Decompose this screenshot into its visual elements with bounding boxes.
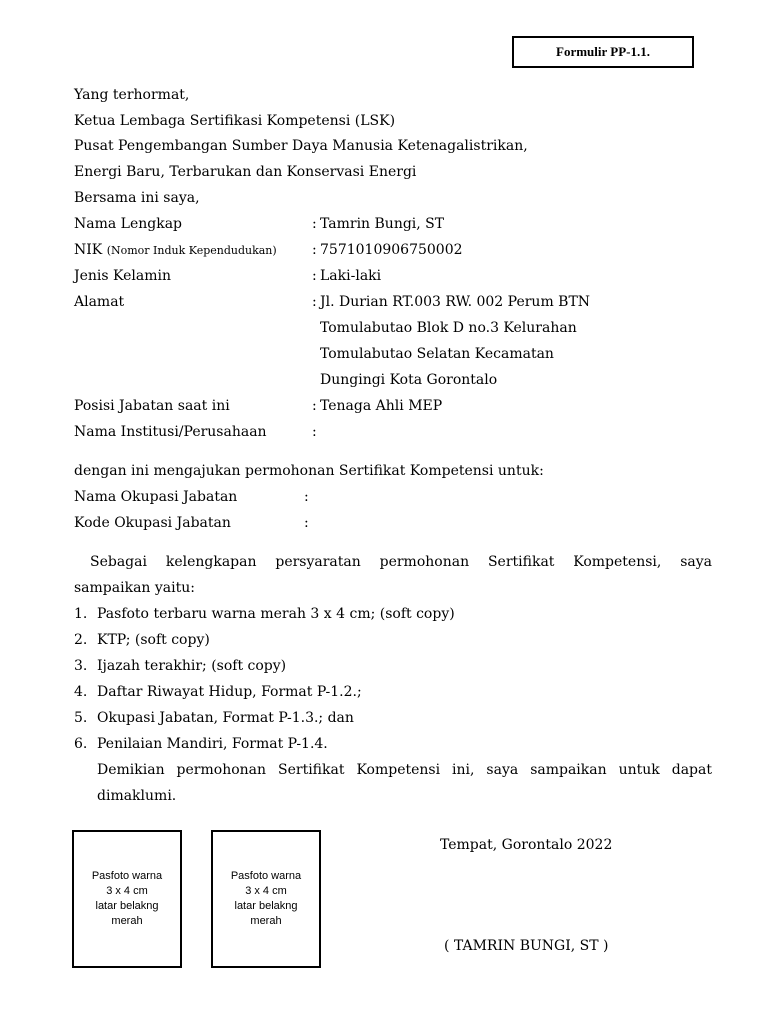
field-label: Kode Okupasi Jabatan [74,515,231,531]
list-number: 1. [74,606,88,622]
list-number: 5. [74,710,88,726]
field-label: Nama Okupasi Jabatan [74,489,238,505]
field-colon: : [312,294,317,310]
addressee-line: Energi Baru, Terbarukan dan Konservasi Energi [74,164,417,180]
field-colon: : [312,242,317,258]
list-number: 2. [74,632,88,648]
photo-label-line: latar belakng [95,900,159,912]
list-item [74,683,362,701]
address-line: Dungingi Kota Gorontalo [320,372,498,388]
list-item [74,709,354,727]
form-code: Formulir PP-1.1. [556,44,650,59]
field-jenis-kelamin [74,267,714,285]
field-label: Posisi Jabatan saat ini [74,398,230,414]
intro-line: Bersama ini saya, [74,190,200,206]
list-text: Okupasi Jabatan, Format P-1.3.; dan [97,710,354,726]
list-number: 4. [74,684,88,700]
field-alamat [74,293,714,311]
paragraph-line: Sebagai kelengkapan persyaratan permohonan Sertifikat Kompetensi, saya [90,554,712,570]
photo-label-line: Pasfoto warna [230,870,302,882]
closing-line: dimaklumi. [97,788,177,804]
field-kode-okupasi [74,514,714,532]
place-date: Tempat, Gorontalo 2022 [440,837,613,853]
photo-label-line: latar belakng [234,900,298,912]
field-institusi [74,423,714,441]
signatory-name: ( TAMRIN BUNGI, ST ) [444,938,609,954]
field-nama-okupasi [74,488,714,506]
photo-label-line: merah [111,915,143,927]
list-item [74,735,328,753]
photo-label-line: merah [250,915,282,927]
list-text: Ijazah terakhir; (soft copy) [97,658,287,674]
photo-label-line: Pasfoto warna [91,870,163,882]
field-colon: : [312,398,317,414]
closing-line: Demikian permohonan Sertifikat Kompetensi ini, saya sampaikan untuk dapat [97,762,712,778]
field-value: Tenaga Ahli MEP [320,398,443,414]
photo-label-line: 3 x 4 cm [106,885,148,897]
form-code-box [512,36,694,68]
field-colon: : [304,515,309,531]
field-colon: : [312,268,317,284]
addressee-line: Ketua Lembaga Sertifikasi Kompetensi (LSK) [74,113,396,129]
list-item [74,631,210,649]
address-line: Tomulabutao Blok D no.3 Kelurahan [320,320,577,336]
field-value: Laki-laki [320,268,382,284]
list-number: 3. [74,658,88,674]
list-item [74,605,455,623]
photo-placeholder [211,830,321,968]
field-value: 7571010906750002 [320,242,463,258]
list-text: Pasfoto terbaru warna merah 3 x 4 cm; (soft copy) [97,606,455,622]
field-colon: : [304,489,309,505]
list-text: Daftar Riwayat Hidup, Format P-1.2.; [97,684,362,700]
field-colon: : [312,424,317,440]
field-nama [74,215,714,233]
addressee-line: Pusat Pengembangan Sumber Daya Manusia Ketenagalistrikan, [74,138,528,154]
field-posisi [74,397,714,415]
list-text: KTP; (soft copy) [97,632,210,648]
address-line: Tomulabutao Selatan Kecamatan [320,346,554,362]
field-label: Nama Institusi/Perusahaan [74,424,267,440]
list-text: Penilaian Mandiri, Format P-1.4. [97,736,328,752]
field-note: (Nomor Induk Kependudukan) [106,244,277,257]
request-intro: dengan ini mengajukan permohonan Sertifikat Kompetensi untuk: [74,463,544,479]
salutation: Yang terhormat, [74,87,190,103]
photo-label-line: 3 x 4 cm [245,885,287,897]
paragraph-line: sampaikan yaitu: [74,580,195,596]
field-label: Alamat [74,294,125,310]
list-item [74,657,287,675]
field-colon: : [312,216,317,232]
field-label: Jenis Kelamin [74,268,171,284]
field-nik [74,241,714,260]
field-label: Nama Lengkap [74,216,183,232]
list-number: 6. [74,736,88,752]
field-label: NIK [74,242,103,258]
field-value: Tamrin Bungi, ST [320,216,445,232]
field-value: Jl. Durian RT.003 RW. 002 Perum BTN [320,294,591,310]
photo-placeholder [72,830,182,968]
